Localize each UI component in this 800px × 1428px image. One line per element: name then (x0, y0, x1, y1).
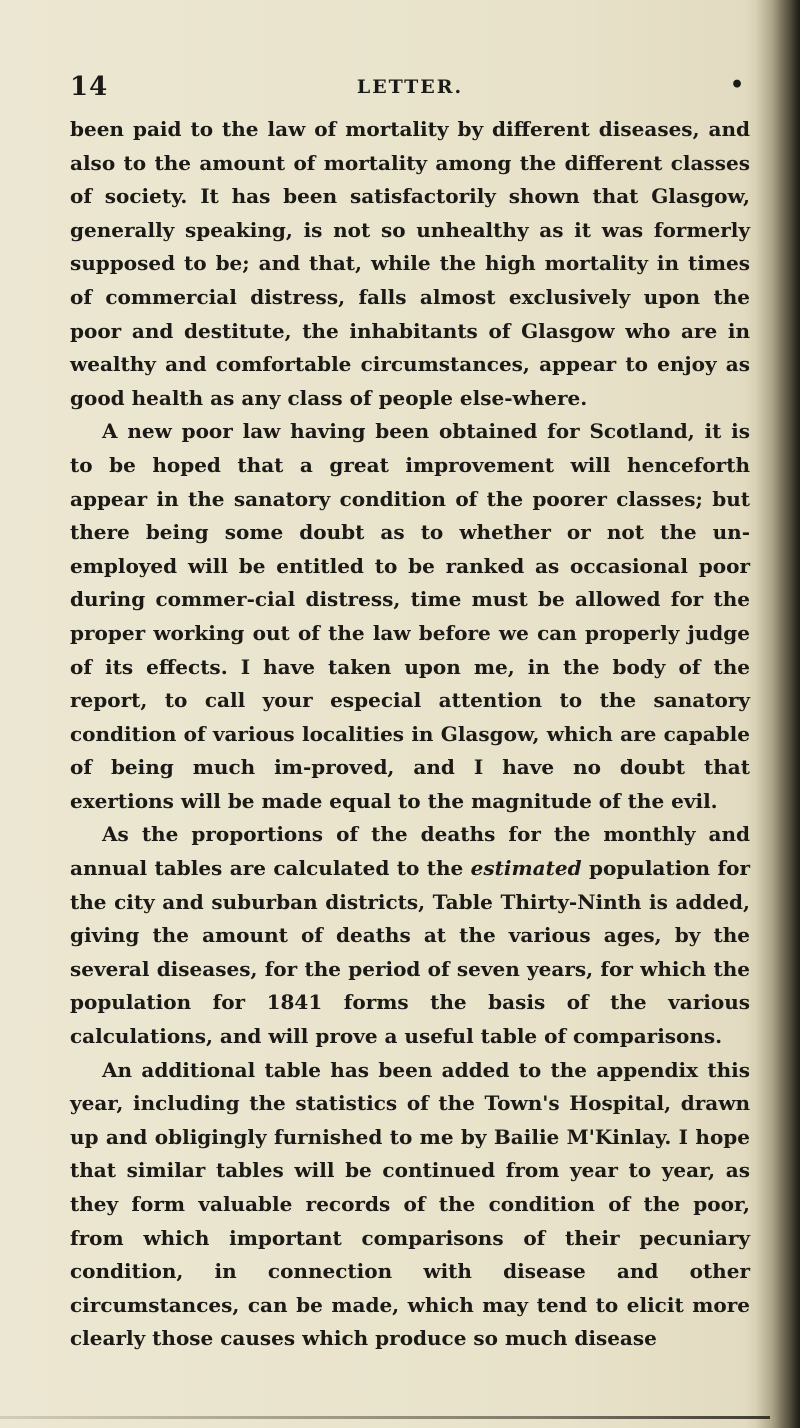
paragraph-3-text-end: population for the city and suburban districts, Table Thirty-Ninth is added, giving the amount of deaths at the various ages, by the several diseases, for the period of seven years, for which the population for 1841 forms the basis of the various calculations, and will prove a useful table of comparisons. (70, 856, 750, 1049)
paragraph-3 (70, 818, 750, 1053)
paragraph-3-text-start: As the proportions of the deaths for the monthly and annual tables are calculated to the (70, 822, 750, 881)
paragraph-3-emphasis: estimated (470, 856, 582, 881)
running-head: LETTER. (356, 76, 464, 98)
paragraph-1: been paid to the law of mortality by different diseases, and also to the amount of mortality among the different classes of society. It has been satisfactorily shown that Glasgow, generally speaking, is not so unhealthy as it was formerly supposed to be; and that, while the high mortality in times of commercial distress, falls almost exclusively upon the poor and destitute, the inhabitants of Glasgow who are in wealthy and comfortable circumstances, appear to enjoy as good health as any class of people else-where. (70, 117, 750, 410)
body-text (70, 113, 750, 1356)
page-header (70, 72, 750, 102)
page-bottom-shadow (0, 1416, 770, 1419)
page-number: 14 (70, 72, 109, 102)
header-mark: • (730, 72, 745, 98)
paragraph-4: An additional table has been added to the appendix this year, including the statistics of the Town's Hospital, drawn up and obligingly furnished to me by Bailie M'Kinlay. I hope that similar tables will be continued from year to year, as they form valuable records of the condition of the poor, from which important comparisons of their pecuniary condition, in connection with disease and other circumstances, can be made, which may tend to elicit more clearly those causes which produce so much disease (70, 1057, 750, 1351)
paragraph-2: A new poor law having been obtained for Scotland, it is to be hoped that a great improvement will henceforth appear in the sanatory condition of the poorer classes; but there being some doubt as to whether or not the un-employed will be entitled to be ranked as occasional poor during commer-cial distress, time must be allowed for the proper working out of the law before we can properly judge of its effects. I have taken upon me, in the body of the report, to call your especial attention to the sanatory condition of various localities in Glasgow, which are capable of being much im-proved, and I have no doubt that exertions will be made equal to the magnitude of the evil. (70, 419, 750, 813)
page-edge-shadow (756, 0, 800, 1428)
